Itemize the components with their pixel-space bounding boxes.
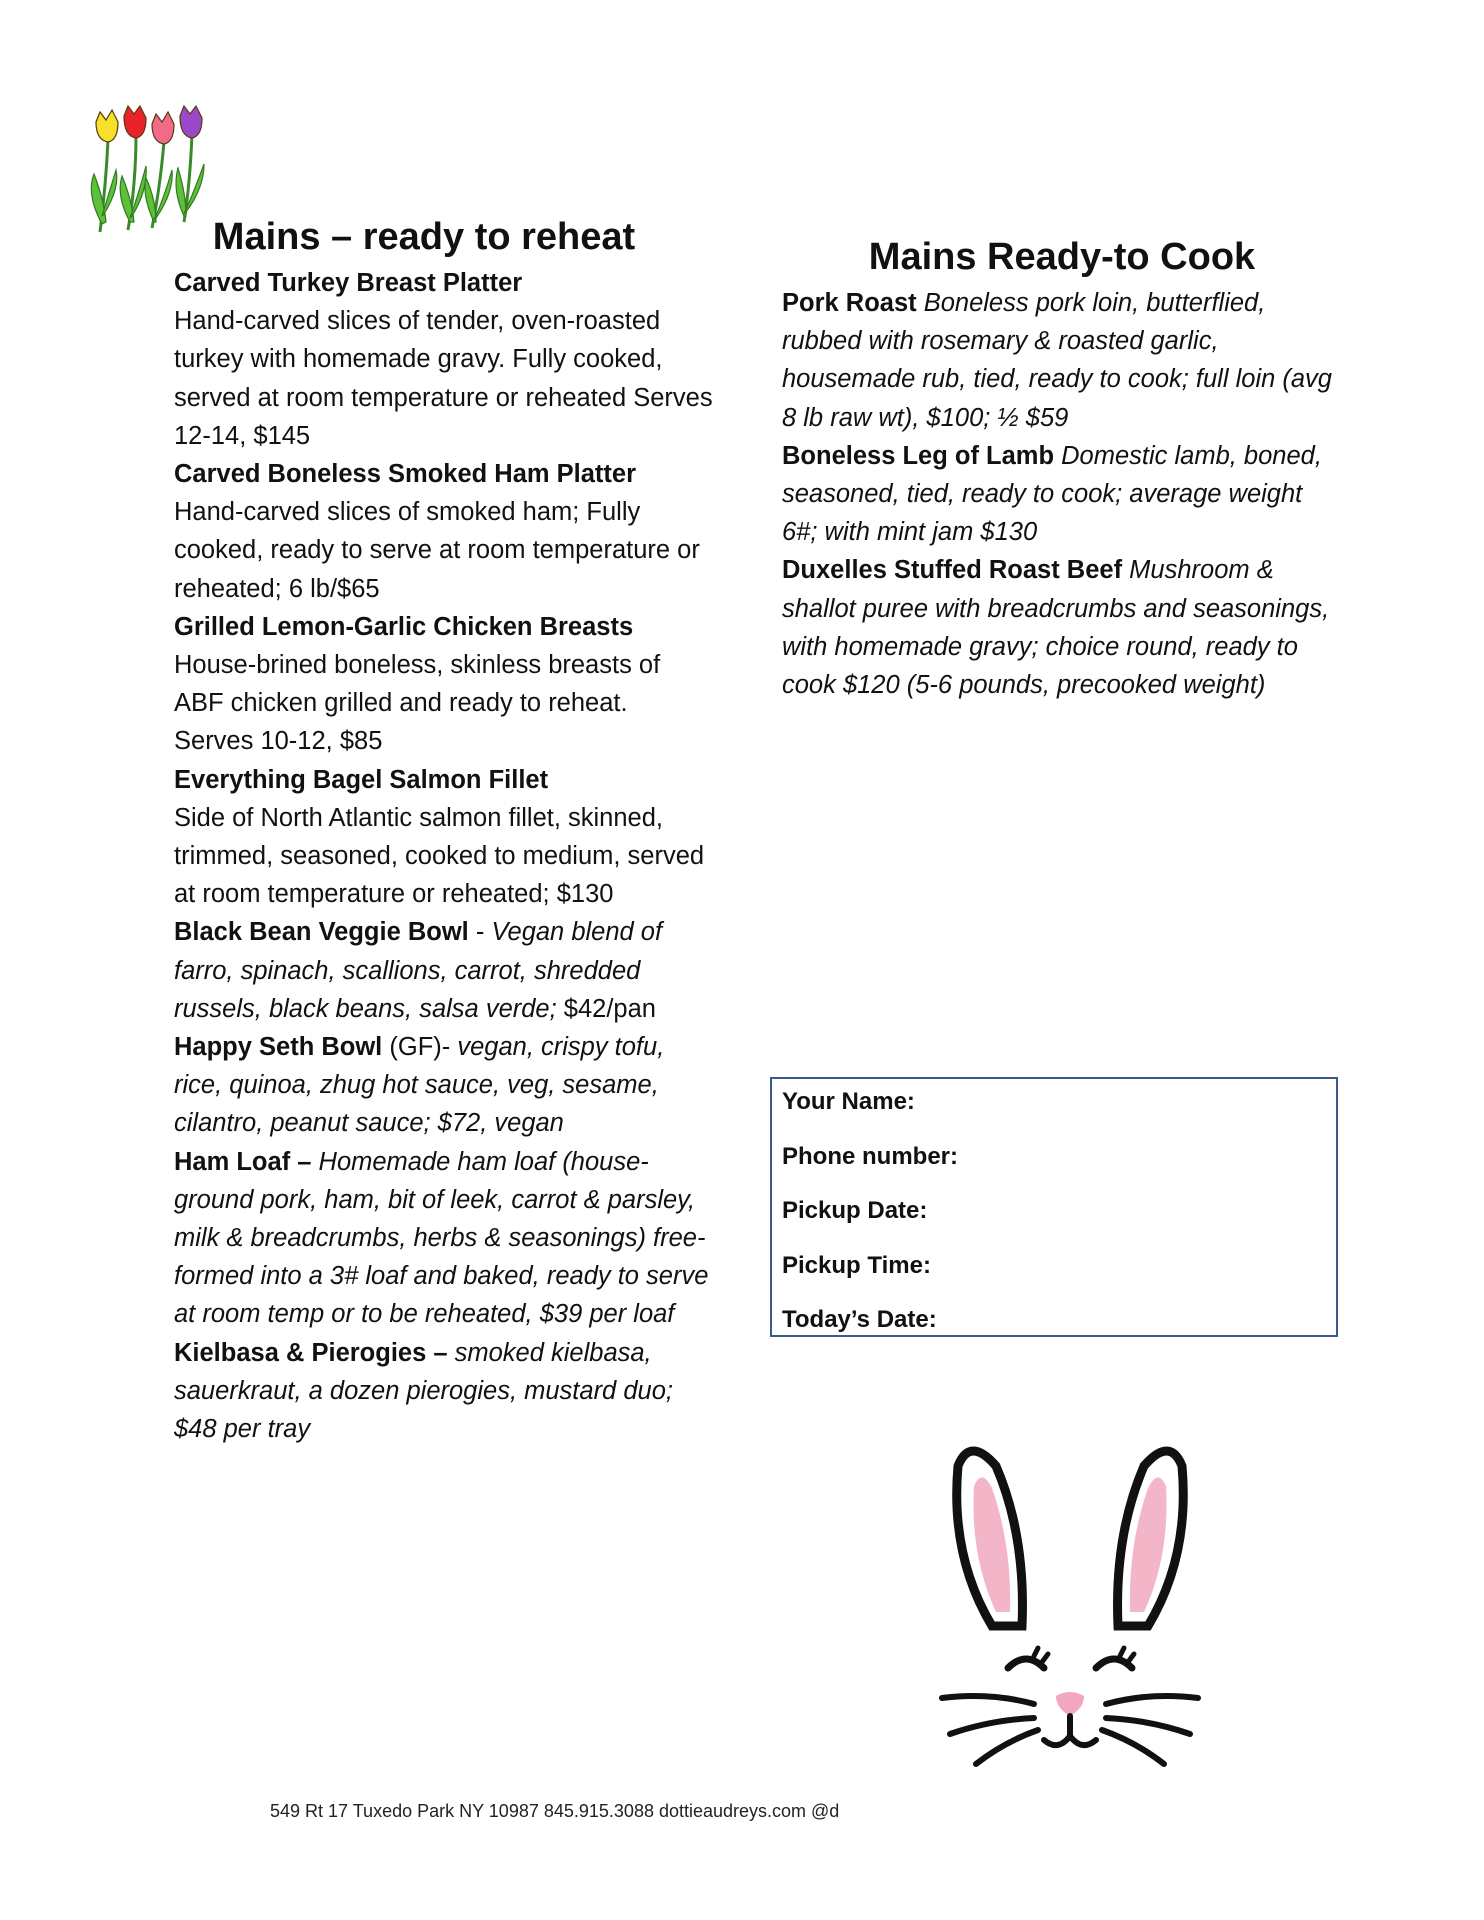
menu-item — [782, 437, 1342, 552]
item-description: Mushroom & shallot puree with breadcrumbs and seasonings, with homemade gravy; choice round, ready to cook $120 (5-6 pounds, precooked weight) — [782, 556, 1330, 700]
right-heading: Mains Ready-to Cook — [868, 236, 1256, 278]
item-description: Side of North Atlantic salmon fillet, skinned, trimmed, seasoned, cooked to medium, served at room temperature or reheated; $130 — [174, 803, 705, 909]
item-title: Kielbasa & Pierogies – — [174, 1338, 448, 1367]
item-description: smoked kielbasa, sauerkraut, a dozen pierogies, mustard duo; $48 per tray — [174, 1338, 673, 1444]
item-title: Carved Turkey Breast Platter — [174, 269, 523, 297]
menu-item — [174, 455, 714, 608]
item-title: Ham Loaf – — [174, 1147, 312, 1176]
todays-date-field[interactable]: Today’s Date: — [782, 1306, 937, 1333]
bunny-face-icon — [930, 1436, 1210, 1776]
pickup-date-field[interactable]: Pickup Date: — [782, 1197, 928, 1224]
item-description: House-brined boneless, skinless breasts of ABF chicken grilled and ready to reheat. Serves 10-12, $85 — [174, 651, 661, 756]
item-title: Duxelles Stuffed Roast Beef — [782, 556, 1123, 585]
menu-item — [174, 761, 714, 914]
order-form — [770, 1077, 1338, 1337]
menu-item — [174, 1143, 714, 1334]
phone-number-field[interactable]: Phone number: — [782, 1142, 959, 1170]
item-title: Everything Bagel Salmon Fillet — [174, 765, 549, 794]
item-title: Pork Roast — [782, 289, 917, 317]
item-price: $42/pan — [556, 994, 656, 1023]
menu-item — [782, 551, 1342, 704]
your-name-field[interactable]: Your Name: — [782, 1088, 915, 1115]
item-title: Boneless Leg of Lamb — [782, 441, 1055, 470]
item-title: Carved Boneless Smoked Ham Platter — [174, 460, 637, 489]
right-column — [782, 234, 1342, 704]
left-heading: Mains – ready to reheat — [212, 216, 636, 258]
menu-item — [174, 608, 714, 761]
item-description: Vegan blend of farro, spinach, scallions, carrot, shredded russels, black beans, salsa verde; — [174, 918, 663, 1023]
item-description: Boneless pork loin, butterflied, rubbed with rosemary & roasted garlic, housemade rub, tied, ready to cook; full loin (avg 8 lb raw wt), $100; ½ $59 — [782, 289, 1332, 432]
left-column — [174, 214, 714, 1448]
menu-item — [174, 1334, 714, 1449]
item-description: Domestic lamb, boned, seasoned, tied, ready to cook; average weight 6#; with mint jam $130 — [782, 441, 1322, 547]
item-description: Homemade ham loaf (house-ground pork, ham, bit of leek, carrot & parsley, milk & breadcrumbs, herbs & seasonings) free-formed into a 3# loaf and baked, ready to serve at room temp or to be reheated, $39 per loaf — [174, 1147, 709, 1329]
menu-item — [174, 913, 714, 1028]
item-description: Hand-carved slices of tender, oven-roasted turkey with homemade gravy. Fully cooked, served at room temperature or reheated Serves 12-14, $145 — [174, 307, 713, 450]
menu-item — [174, 1028, 714, 1143]
item-description: vegan, crispy tofu, rice, quinoa, zhug hot sauce, veg, sesame, cilantro, peanut sauce; $72, vegan — [174, 1033, 665, 1138]
pickup-time-field[interactable]: Pickup Time: — [782, 1251, 931, 1279]
item-title: Happy Seth Bowl — [174, 1033, 383, 1062]
item-separator: (GF)- — [382, 1033, 458, 1062]
item-title: Grilled Lemon-Garlic Chicken Breasts — [174, 612, 634, 641]
item-description: Hand-carved slices of smoked ham; Fully cooked, ready to serve at room temperature or reheated; 6 lb/$65 — [174, 498, 700, 603]
item-separator: - — [468, 918, 492, 947]
menu-item — [174, 264, 714, 455]
item-title: Black Bean Veggie Bowl — [174, 918, 469, 947]
menu-item — [782, 284, 1342, 437]
footer-contact: 549 Rt 17 Tuxedo Park NY 10987 845.915.3088 dottieaudreys.com @d — [270, 1801, 840, 1821]
